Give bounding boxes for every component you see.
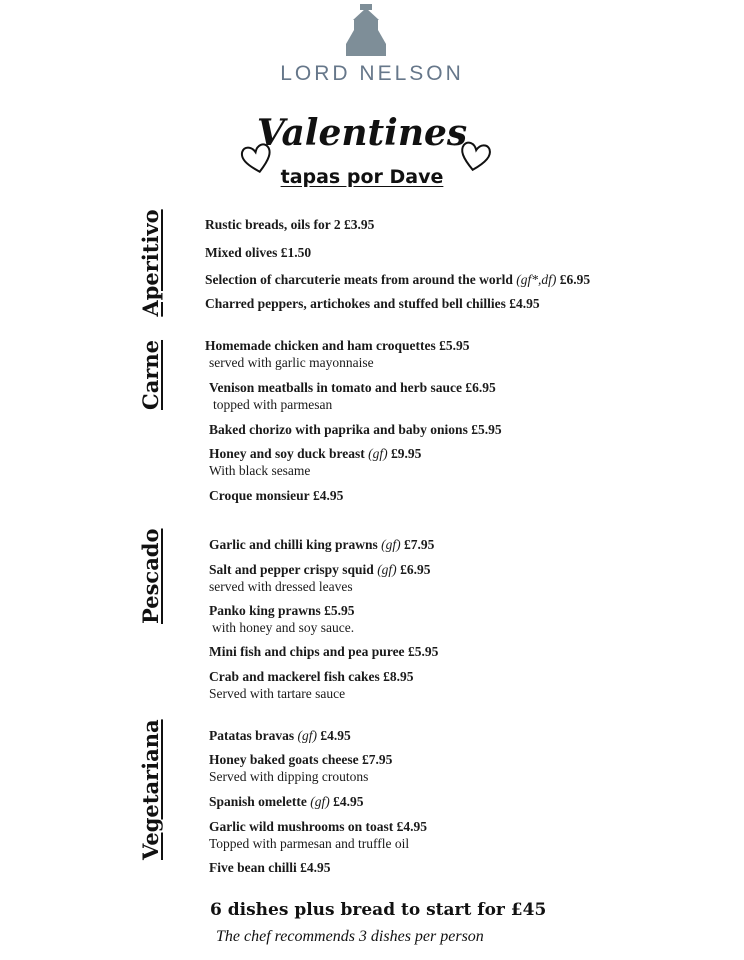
house-logo-icon — [340, 4, 392, 56]
menu-item: Baked chorizo with paprika and baby onions £5.95 — [209, 422, 502, 437]
item-description: topped with parmesan — [213, 397, 333, 412]
item-description: Topped with parmesan and truffle oil — [209, 836, 410, 851]
menu-item: Garlic wild mushrooms on toast £4.95 Topped with parmesan and truffle oil — [209, 818, 729, 852]
section-label-carne: Carne — [138, 339, 163, 410]
item-description: served with dressed leaves — [209, 579, 353, 594]
item-description: with honey and soy sauce. — [212, 620, 355, 635]
section-label-vegetariana: Vegetariana — [138, 719, 163, 860]
menu-item: Crab and mackerel fish cakes £8.95 Served with tartare sauce — [209, 668, 729, 702]
set-menu-offer: 6 dishes plus bread to start for £45 — [210, 900, 547, 920]
section-label-aperitivo: Aperitivo — [138, 209, 163, 317]
menu-item: Venison meatballs in tomato and herb sauce £6.95 topped with parmesan — [209, 379, 729, 413]
menu-item: Homemade chicken and ham croquettes £5.95 served with garlic mayonnaise — [205, 337, 725, 371]
menu-item: Spanish omelette (gf) £4.95 — [209, 794, 364, 809]
item-description: Served with tartare sauce — [209, 686, 346, 701]
menu-item: Honey and soy duck breast (gf) £9.95 With black sesame — [209, 445, 729, 479]
menu-item: Croque monsieur £4.95 — [209, 488, 344, 503]
item-description: served with garlic mayonnaise — [209, 355, 374, 370]
menu-item: Panko king prawns £5.95 with honey and soy sauce. — [209, 602, 729, 636]
menu-item: Mixed olives £1.50 — [205, 245, 312, 260]
menu-item: Selection of charcuterie meats from around the world (gf*,df) £6.95 — [205, 272, 591, 287]
chef-recommendation: The chef recommends 3 dishes per person — [216, 928, 484, 945]
item-description: With black sesame — [209, 463, 311, 478]
brand-name: LORD NELSON — [280, 62, 464, 85]
section-label-pescado: Pescado — [138, 528, 163, 624]
menu-item: Rustic breads, oils for 2 £3.95 — [205, 217, 375, 232]
item-description: Served with dipping croutons — [209, 769, 369, 784]
menu-item: Honey baked goats cheese £7.95 Served with dipping croutons — [209, 751, 729, 785]
menu-title: Valentines — [256, 112, 468, 154]
menu-item: Five bean chilli £4.95 — [209, 860, 331, 875]
menu-item: Salt and pepper crispy squid (gf) £6.95 served with dressed leaves — [209, 561, 729, 595]
menu-item: Charred peppers, artichokes and stuffed bell chillies £4.95 — [205, 296, 540, 311]
menu-item: Patatas bravas (gf) £4.95 — [209, 728, 351, 743]
menu-item: Garlic and chilli king prawns (gf) £7.95 — [209, 537, 435, 552]
menu-item: Mini fish and chips and pea puree £5.95 — [209, 644, 439, 659]
menu-subtitle: tapas por Dave — [280, 166, 444, 188]
